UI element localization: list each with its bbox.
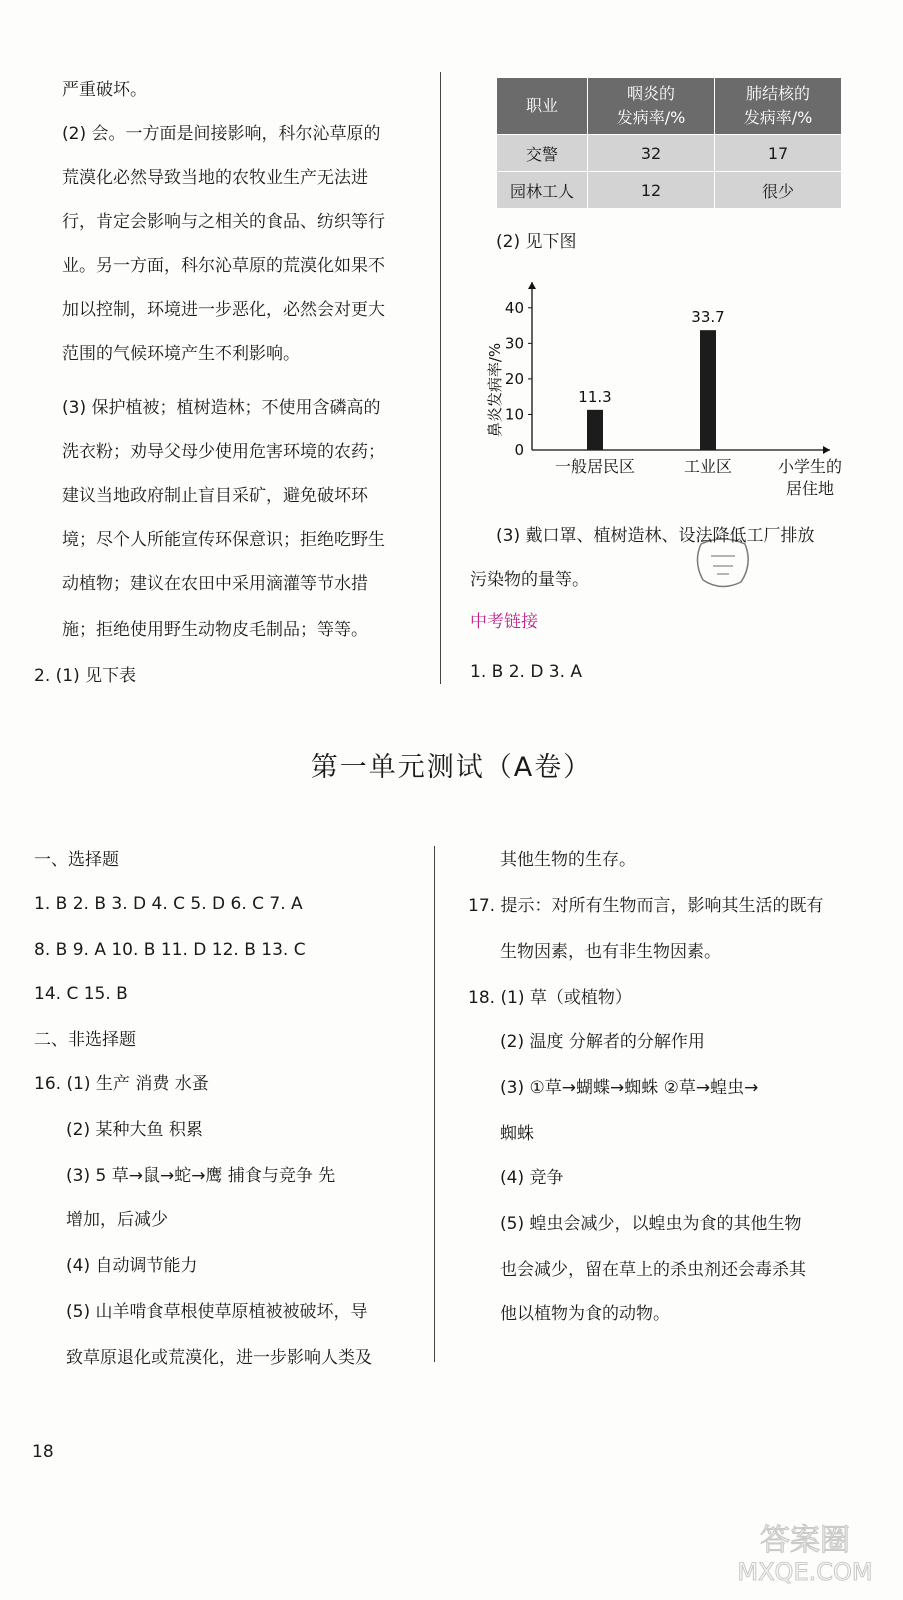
y-axis-label: 鼻炎发病率/%: [486, 342, 504, 438]
text-line: 业。另一方面，科尔沁草原的荒漠化如果不: [62, 256, 385, 276]
text-line: 洗衣粉；劝导父母少使用危害环境的农药；: [62, 442, 385, 462]
table-cell: 32: [588, 135, 715, 172]
text-line: 动植物；建议在农田中采用滴灌等节水措: [62, 574, 368, 594]
x-tick-label: 工业区: [683, 457, 733, 476]
y-tick-label: 40: [504, 298, 524, 317]
incidence-table: [496, 77, 842, 209]
text-line: 一、选择题: [34, 850, 119, 870]
text-line: (2) 某种大鱼 积累: [66, 1120, 203, 1140]
x-axis-arrow: [823, 446, 830, 454]
text-line: 16. (1) 生产 消费 水蚤: [34, 1074, 209, 1094]
text-line: (5) 山羊啃食草根使草原植被被破坏，导: [66, 1302, 368, 1322]
table-header: 咽炎的 发病率/%: [588, 78, 715, 135]
x-tick-label: 一般居民区: [554, 457, 636, 476]
rhinitis-bar-chart: [470, 270, 870, 510]
text-line: 建议当地政府制止盲目采矿，避免破坏环: [62, 486, 368, 506]
column-divider: [434, 846, 435, 1362]
text-line: (5) 蝗虫会减少，以蝗虫为食的其他生物: [500, 1214, 802, 1234]
bar: [587, 410, 603, 450]
text-line: 行，肯定会影响与之相关的食品、纺织等行: [62, 212, 385, 232]
text-line: 致草原退化或荒漠化，进一步影响人类及: [66, 1348, 372, 1368]
text-line: 1. B 2. B 3. D 4. C 5. D 6. C 7. A: [34, 894, 303, 914]
text-line: 也会减少，留在草上的杀虫剂还会毒杀其: [500, 1260, 806, 1280]
watermark-bottom: MXQE.COM: [737, 1558, 873, 1586]
answers-line: 1. B 2. D 3. A: [470, 662, 583, 682]
text-line: 他以植物为食的动物。: [500, 1304, 670, 1324]
bar: [700, 330, 716, 450]
y-tick-label: 0: [514, 441, 524, 459]
text-line: 加以控制，环境进一步恶化，必然会对更大: [62, 300, 385, 320]
text-line: 18. (1) 草（或植物）: [468, 988, 632, 1008]
text-line: 污染物的量等。: [470, 570, 589, 590]
y-tick-label: 20: [504, 369, 524, 388]
table-cell: 17: [715, 135, 842, 172]
bar-value-label: 11.3: [578, 387, 612, 406]
text-line: (3) ①草→蝴蝶→蜘蛛 ②草→蝗虫→: [500, 1078, 759, 1098]
text-line: (2) 会。一方面是间接影响，科尔沁草原的: [62, 124, 381, 144]
table-cell: 很少: [715, 172, 842, 209]
text-line: 范围的气候环境产生不利影响。: [62, 344, 300, 364]
y-tick-label: 10: [504, 405, 524, 424]
y-tick-label: 30: [504, 334, 524, 353]
column-divider: [440, 72, 441, 684]
text-line: 蜘蛛: [500, 1124, 534, 1144]
text-line: (3) 5 草→鼠→蛇→鹰 捕食与竞争 先: [66, 1166, 336, 1186]
table-header-row: [497, 78, 842, 135]
text-line: 二、非选择题: [34, 1030, 136, 1050]
x-tick-label: 小学生的: [777, 457, 843, 476]
x-tick-label: 居住地: [785, 479, 835, 498]
section-heading: 中考链接: [470, 612, 538, 632]
watermark-logo: [735, 1518, 875, 1588]
table-row: [497, 172, 842, 209]
text-line: (4) 竞争: [500, 1168, 564, 1188]
page-number: 18: [32, 1442, 54, 1462]
text-line: 严重破坏。: [62, 80, 147, 100]
text-line: 8. B 9. A 10. B 11. D 12. B 13. C: [34, 940, 306, 960]
text-line: 2. (1) 见下表: [34, 666, 137, 686]
text-line: (2) 温度 分解者的分解作用: [500, 1032, 705, 1052]
page-title: 第一单元测试（A卷）: [310, 752, 593, 783]
y-axis-arrow: [528, 282, 536, 289]
table-cell: 交警: [497, 135, 588, 172]
text-line: 荒漠化必然导致当地的农牧业生产无法进: [62, 168, 368, 188]
text-line: 其他生物的生存。: [500, 850, 636, 870]
text-line: 施；拒绝使用野生动物皮毛制品；等等。: [62, 620, 368, 640]
text-line: (4) 自动调节能力: [66, 1256, 198, 1276]
text-line: (3) 保护植被；植树造林；不使用含磷高的: [62, 398, 381, 418]
table-header: 职业: [497, 78, 588, 135]
table-cell: 12: [588, 172, 715, 209]
table-header: 肺结核的 发病率/%: [715, 78, 842, 135]
text-line: 增加，后减少: [66, 1210, 168, 1230]
table-row: [497, 135, 842, 172]
text-line: 14. C 15. B: [34, 984, 128, 1004]
bar-value-label: 33.7: [691, 308, 725, 327]
text-line: 生物因素，也有非生物因素。: [500, 942, 721, 962]
text-line: 境；尽个人所能宣传环保意识；拒绝吃野生: [62, 530, 385, 550]
watermark-top: 答案圈: [760, 1523, 850, 1558]
table-cell: 园林工人: [497, 172, 588, 209]
text-line: (3) 戴口罩、植树造林、设法降低工厂排放: [496, 526, 815, 546]
text-line: 17. 提示：对所有生物而言，影响其生活的既有: [468, 896, 824, 916]
see-figure-label: (2) 见下图: [496, 232, 577, 252]
